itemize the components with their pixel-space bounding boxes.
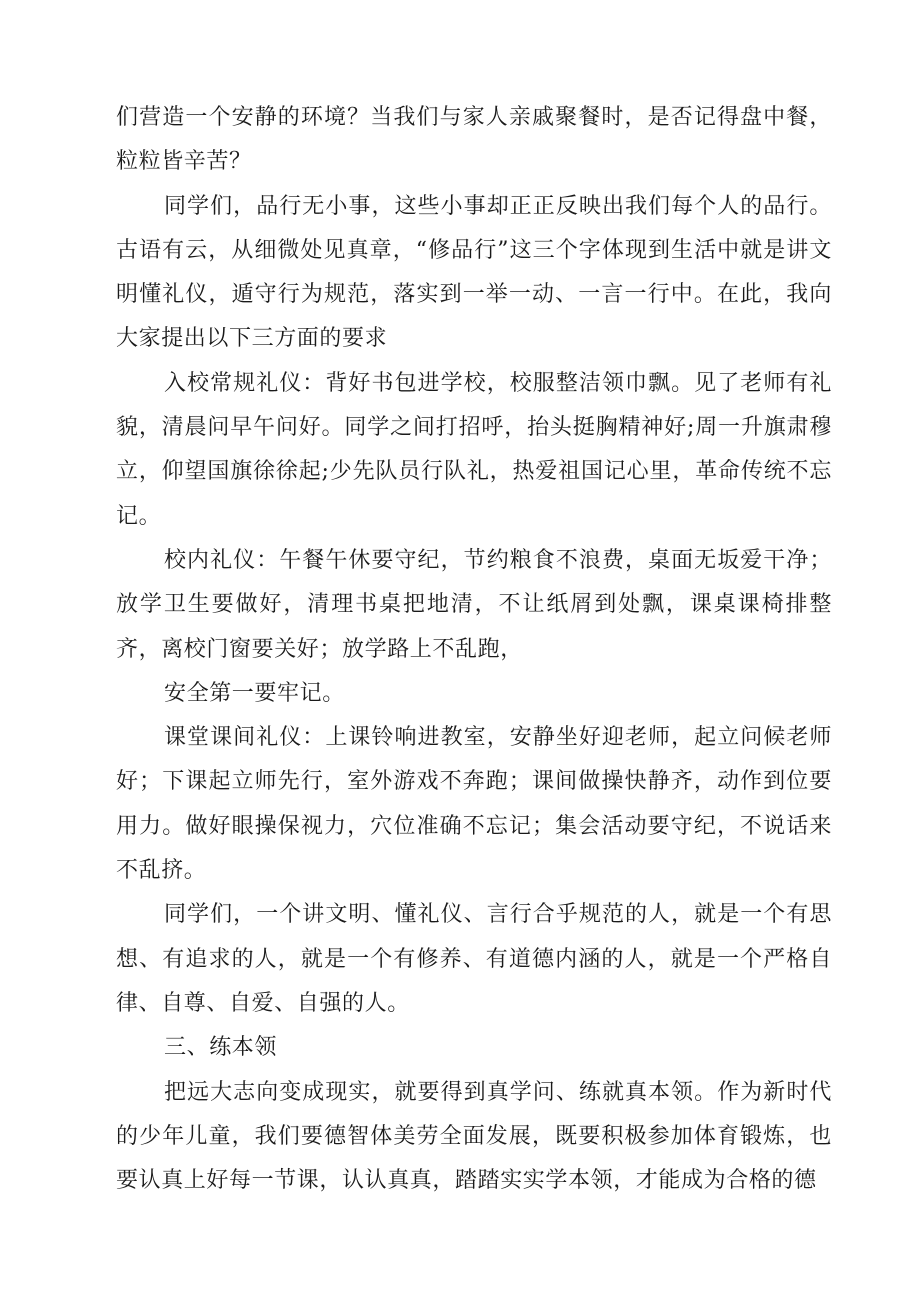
section-heading: 三、练本领 xyxy=(164,1035,278,1061)
document-page xyxy=(116,96,832,1203)
paragraph-conduct-summary: 同学们，一个讲文明、懂礼仪、言行合乎规范的人，就是一个有思想、有追求的人，就是一个有修养、有道德内涵的人，就是一个严格自律、自尊、自爱、自强的人。 xyxy=(116,902,832,1016)
paragraph-safety: 安全第一要牢记。 xyxy=(164,680,345,706)
paragraph-campus-etiquette: 校内礼仪：午餐午休要守纪，节约粮食不浪费，桌面无坂爱干净；放学卫生要做好，清理书桌把地清，不让纸屑到处飘，课桌课椅排整齐，离校门窗要关好；放学路上不乱跑， xyxy=(116,547,832,662)
paragraph-entry-etiquette: 入校常规礼仪：背好书包进学校，校服整洁领巾飘。见了老师有礼貌，清晨问早午问好。同学之间打招呼，抬头挺胸精神好;周一升旗肃穆立，仰望国旗徐徐起;少先队员行队礼，热爱祖国记心里，革命传统不忘记。 xyxy=(116,370,832,529)
paragraph-conduct-intro: 同学们，品行无小事，这些小事却正正反映出我们每个人的品行。古语有云，从细微处见真章，“修品行”这三个字体现到生活中就是讲文明懂礼仪，遁守行为规范，落实到一举一动、一言一行中。在此，我向大家提出以下三方面的要求 xyxy=(116,193,832,352)
paragraph-continuation: 们营造一个安静的环境？当我们与家人亲戚聚餐时，是否记得盘中餐，粒粒皆辛苦？ xyxy=(116,105,832,175)
paragraph-skills: 把远大志向变成现实，就要得到真学问、练就真本领。作为新时代的少年儿童，我们要德智体美劳全面发展，既要积极参加体育锻炼，也要认真上好每一节课，认认真真，踏踏实实学本领，才能成为合格的德 xyxy=(116,1079,832,1194)
paragraph-classroom-etiquette: 课堂课间礼仪：上课铃响进教室，安静坐好迎老师，起立问候老师好；下课起立师先行，室外游戏不奔跑；课间做操快静齐，动作到位要用力。做好眼操保视力，穴位准确不忘记；集会活动要守纪，不说话来不乱挤。 xyxy=(116,725,832,884)
